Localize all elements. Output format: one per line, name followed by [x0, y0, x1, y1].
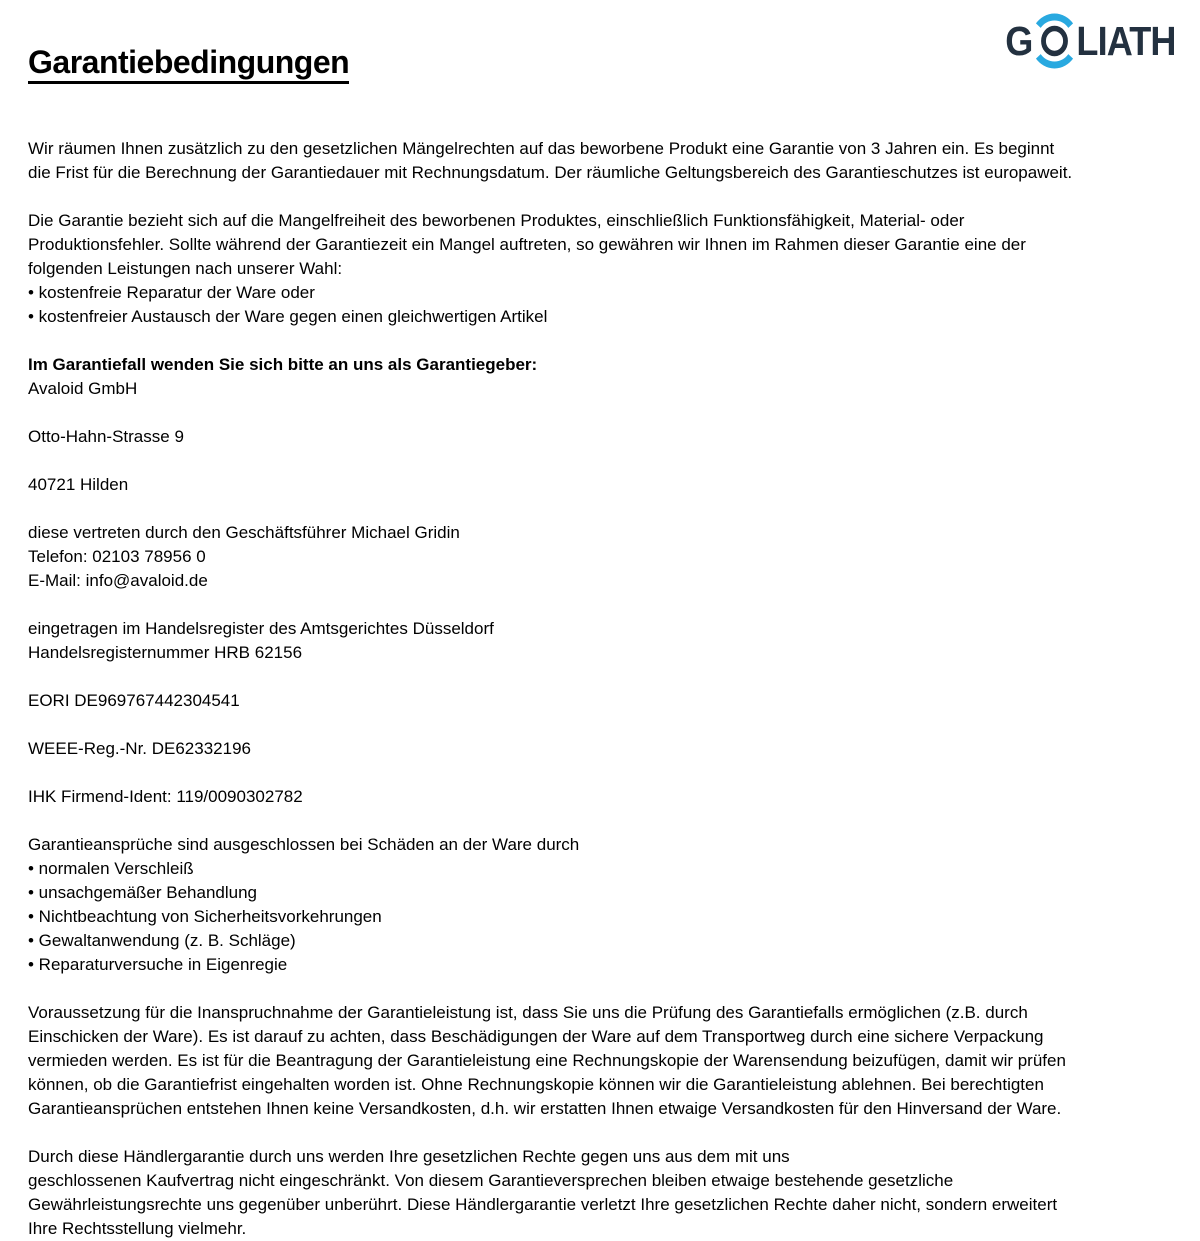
text-line: Garantieansprüche sind ausgeschlossen bei Schäden an der Ware durch: [28, 834, 580, 854]
text-line: Otto-Hahn-Strasse 9: [28, 426, 184, 446]
bullet-line: • Nichtbeachtung von Sicherheitsvorkehrungen: [28, 906, 382, 926]
text-line: eingetragen im Handelsregister des Amtsgerichtes Düsseldorf: [28, 618, 494, 638]
text-line: die Frist für die Berechnung der Garantiedauer mit Rechnungsdatum. Der räumliche Geltungsbereich des Garantieschutzes ist europaweit.: [28, 162, 1073, 182]
text-line: Gewährleistungsrechte uns gegenüber unberührt. Diese Händlergarantie verletzt Ihre gesetzlichen Rechte daher nicht, sondern erweitert: [28, 1194, 1058, 1214]
paragraph: [28, 689, 1172, 713]
document-body: [28, 137, 1172, 1241]
text-line: IHK Firmend-Ident: 119/0090302782: [28, 786, 303, 806]
text-line: Einschicken der Ware). Es ist darauf zu achten, dass Beschädigungen der Ware auf dem Transportweg durch eine sichere Verpackung: [28, 1026, 1044, 1046]
logo-letter-g: G: [1005, 18, 1033, 64]
text-line: WEEE-Reg.-Nr. DE62332196: [28, 738, 251, 758]
text-line: 40721 Hilden: [28, 474, 129, 494]
paragraph: [28, 785, 1172, 809]
bullet-line: • Gewaltanwendung (z. B. Schläge): [28, 930, 296, 950]
text-line: vermieden werden. Es ist für die Beantragung der Garantieleistung eine Rechnungskopie der Warensendung beizufügen, damit wir prüfen: [28, 1050, 1066, 1070]
text-line: Produktionsfehler. Sollte während der Garantiezeit ein Mangel auftreten, so gewähren wir Ihnen im Rahmen dieser Garantie eine der: [28, 234, 1026, 254]
paragraph: [28, 137, 1172, 185]
paragraph: [28, 473, 1172, 497]
paragraph: [28, 425, 1172, 449]
paragraph: [28, 521, 1172, 593]
text-line: geschlossenen Kaufvertrag nicht eingeschränkt. Von diesem Garantieversprechen bleiben etwaige bestehende gesetzliche: [28, 1170, 954, 1190]
text-line: EORI DE969767442304541: [28, 690, 240, 710]
paragraph: [28, 617, 1172, 665]
page-title: Garantiebedingungen: [28, 46, 349, 84]
text-line: können, ob die Garantiefrist eingehalten worden ist. Ohne Rechnungskopie können wir die Garantieleistung ablehnen. Bei berechtigten: [28, 1074, 1044, 1094]
paragraph: [28, 353, 1172, 401]
text-line: folgenden Leistungen nach unserer Wahl:: [28, 258, 343, 278]
logo-letters-liath: LIATH: [1076, 18, 1176, 64]
text-line: Ihre Rechtsstellung vielmehr.: [28, 1218, 247, 1238]
text-line: Handelsregisternummer HRB 62156: [28, 642, 303, 662]
text-line: Voraussetzung für die Inanspruchnahme der Garantieleistung ist, dass Sie uns die Prüfung des Garantiefalls ermöglichen (z.B. durch: [28, 1002, 1028, 1022]
paragraph: [28, 1145, 1172, 1241]
orbit-o-icon: [1030, 13, 1079, 69]
text-line: Garantieansprüchen entstehen Ihnen keine Versandkosten, d.h. wir erstatten Ihnen etwaige Versandkosten für den Hinversand der Ware.: [28, 1098, 1062, 1118]
paragraph: [28, 737, 1172, 761]
section-heading: Im Garantiefall wenden Sie sich bitte an uns als Garantiegeber:: [28, 354, 538, 374]
bullet-line: • kostenfreier Austausch der Ware gegen einen gleichwertigen Artikel: [28, 306, 548, 326]
goliath-logo: [1006, 13, 1176, 69]
bullet-line: • unsachgemäßer Behandlung: [28, 882, 257, 902]
bullet-line: • normalen Verschleiß: [28, 858, 194, 878]
paragraph: [28, 1001, 1172, 1121]
text-line: Durch diese Händlergarantie durch uns werden Ihre gesetzlichen Rechte gegen uns aus dem mit uns: [28, 1146, 790, 1166]
bullet-line: • kostenfreie Reparatur der Ware oder: [28, 282, 315, 302]
paragraph: [28, 209, 1172, 329]
text-line: Wir räumen Ihnen zusätzlich zu den gesetzlichen Mängelrechten auf das beworbene Produkt eine Garantie von 3 Jahren ein. Es beginnt: [28, 138, 1055, 158]
text-line: Telefon: 02103 78956 0: [28, 546, 206, 566]
paragraph: [28, 833, 1172, 977]
text-line: Die Garantie bezieht sich auf die Mangelfreiheit des beworbenen Produktes, einschließlich Funktionsfähigkeit, Material- oder: [28, 210, 965, 230]
text-line: E-Mail: info@avaloid.de: [28, 570, 208, 590]
text-line: diese vertreten durch den Geschäftsführer Michael Gridin: [28, 522, 460, 542]
text-line: Avaloid GmbH: [28, 378, 138, 398]
bullet-line: • Reparaturversuche in Eigenregie: [28, 954, 288, 974]
